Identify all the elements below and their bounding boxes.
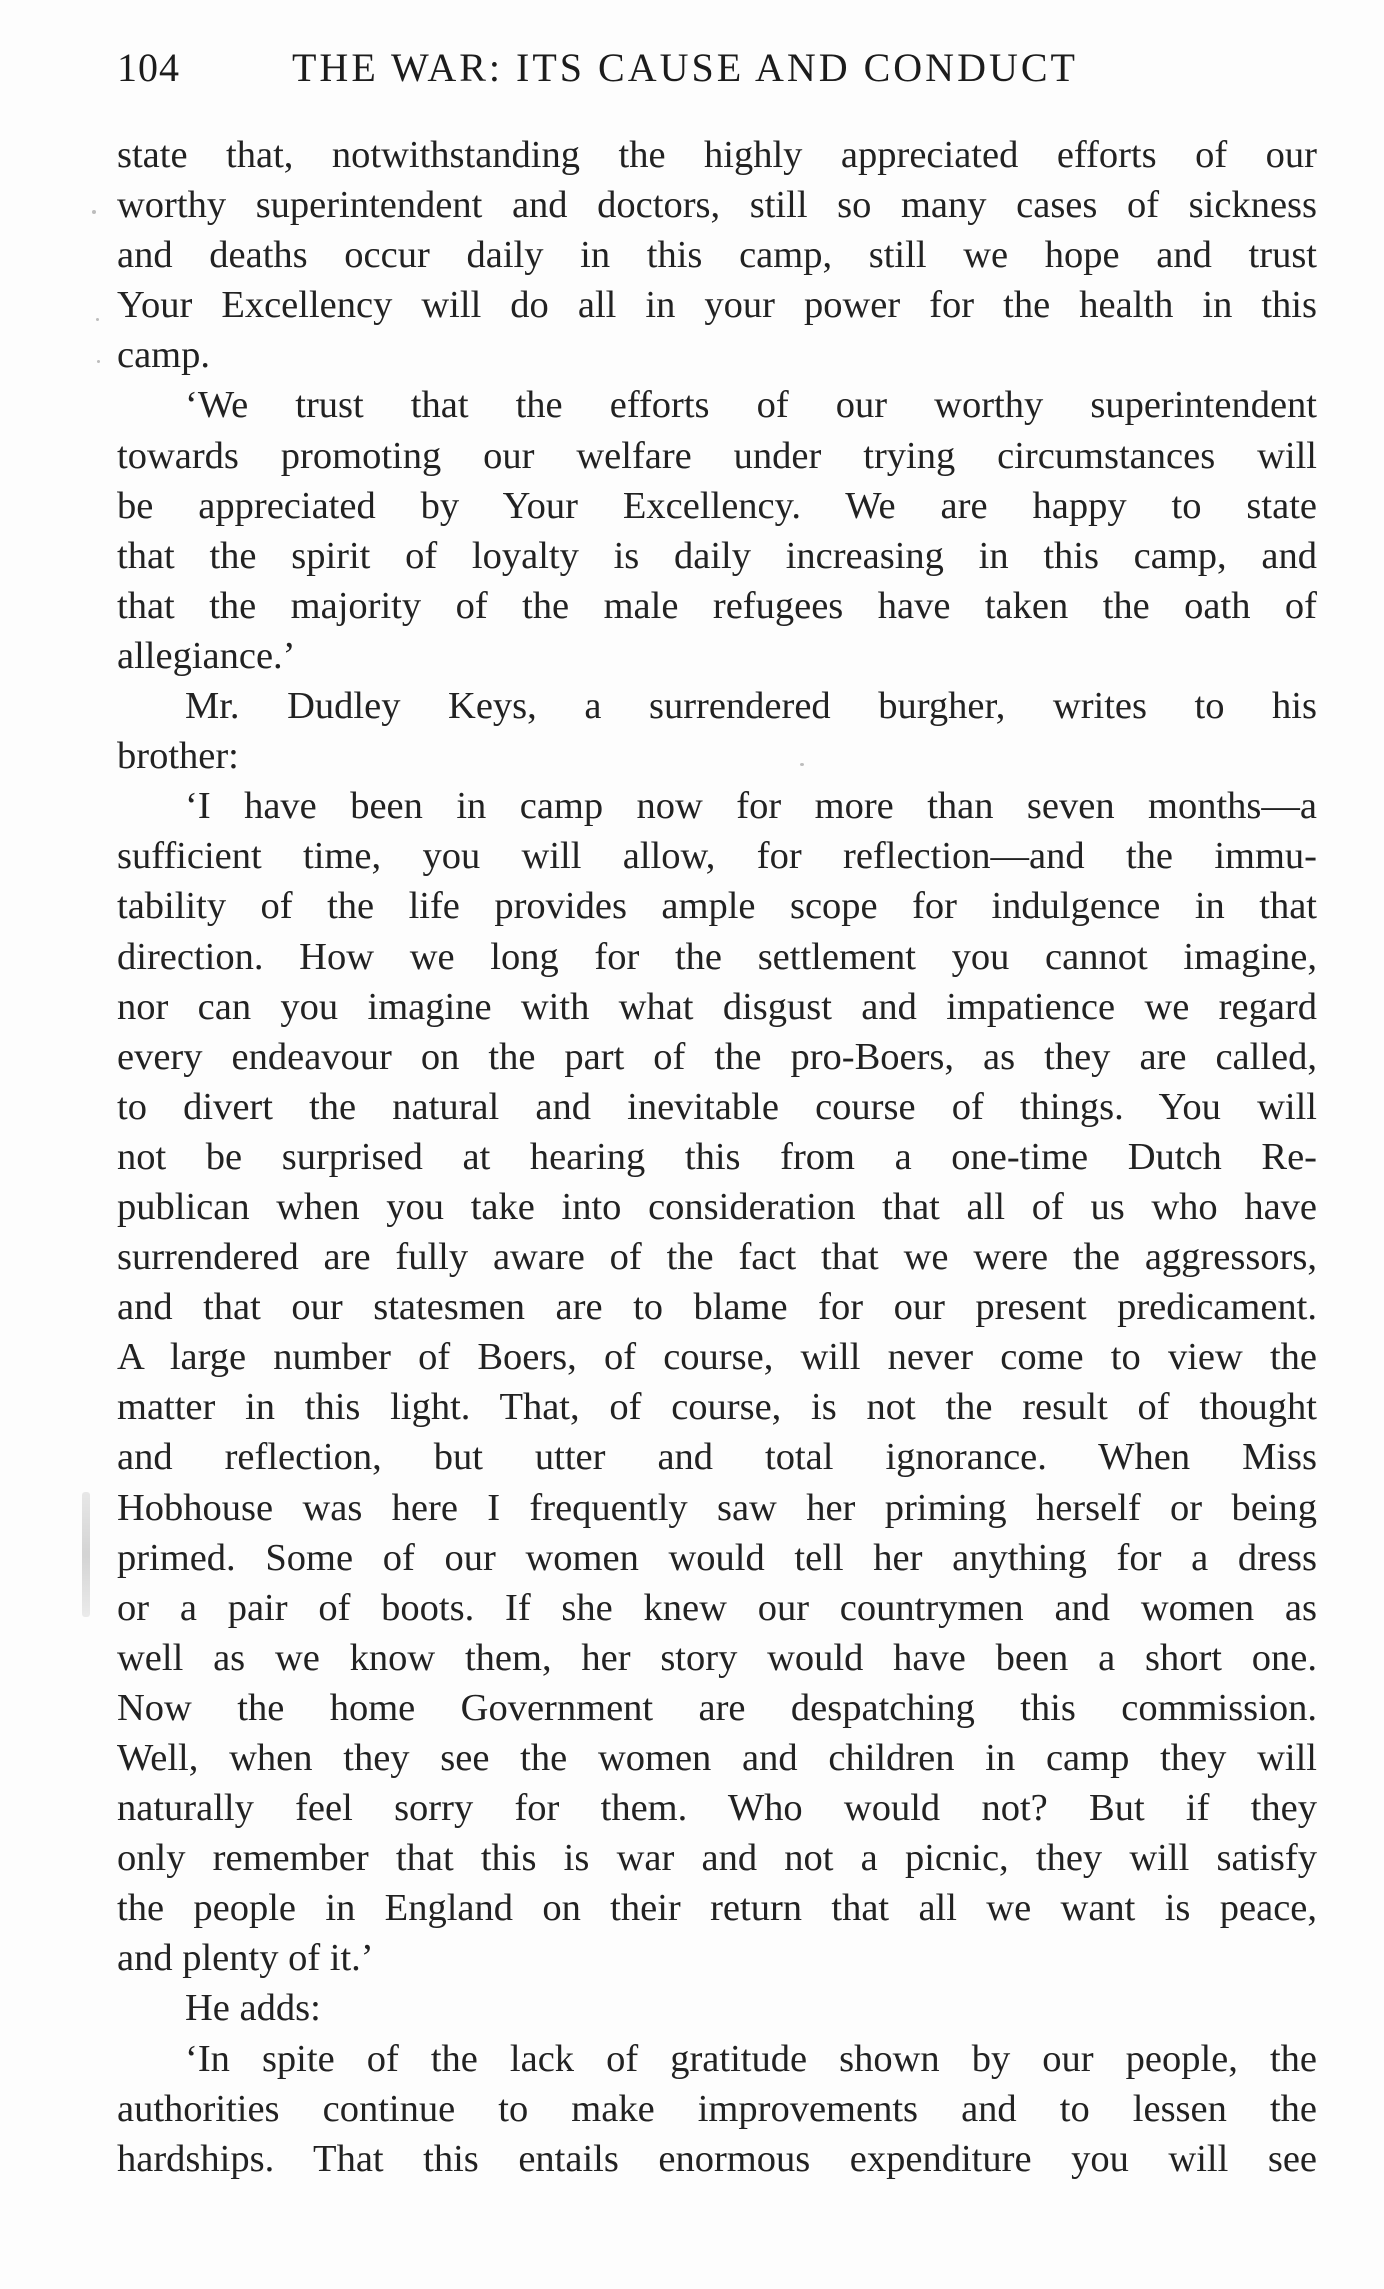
text-line: and reflection, but utter and total ignorance. When Miss — [117, 1436, 1317, 1479]
text-line: state that, notwithstanding the highly appreciated efforts of our — [117, 134, 1317, 176]
page-number: 104 — [117, 45, 180, 90]
text-line: that the majority of the male refugees have taken the oath of — [117, 584, 1317, 627]
paper-speck — [92, 210, 96, 214]
text-line: Mr. Dudley Keys, a surrendered burgher, writes to his — [185, 685, 1317, 728]
text-line: towards promoting our welfare under trying circumstances will — [117, 434, 1317, 477]
text-line: He adds: — [185, 1987, 321, 2030]
text-line: surrendered are fully aware of the fact that we were the aggressors, — [117, 1236, 1317, 1279]
text-line: or a pair of boots. If she knew our countrymen and women as — [117, 1586, 1317, 1629]
text-line: naturally feel sorry for them. Who would not? But if they — [117, 1787, 1317, 1830]
text-line: camp. — [117, 334, 210, 377]
text-line: publican when you take into consideration that all of us who have — [117, 1185, 1317, 1228]
text-line: only remember that this is war and not a picnic, they will satisfy — [117, 1837, 1317, 1880]
text-line: and plenty of it.’ — [117, 1937, 374, 1980]
text-line: hardships. That this entails enormous expenditure you will see — [117, 2137, 1317, 2180]
text-line: brother: — [117, 735, 239, 778]
text-line: ‘We trust that the efforts of our worthy superintendent — [185, 384, 1317, 427]
text-line: authorities continue to make improvements and to lessen the — [117, 2087, 1317, 2130]
text-line: worthy superintendent and doctors, still so many cases of sickness — [117, 184, 1317, 227]
text-line: nor can you imagine with what disgust and impatience we regard — [117, 985, 1317, 1028]
text-line: direction. How we long for the settlement you cannot imagine, — [117, 935, 1317, 978]
text-line: that the spirit of loyalty is daily increasing in this camp, and — [117, 534, 1317, 577]
running-title: THE WAR: ITS CAUSE AND CONDUCT — [292, 45, 1078, 90]
text-line: not be surprised at hearing this from a one-time Dutch Re- — [117, 1135, 1317, 1178]
text-line: A large number of Boers, of course, will never come to view the — [117, 1336, 1317, 1379]
text-line: matter in this light. That, of course, is not the result of thought — [117, 1386, 1317, 1429]
text-line: and deaths occur daily in this camp, still we hope and trust — [117, 234, 1317, 277]
text-line: allegiance.’ — [117, 634, 296, 677]
paper-speck — [97, 360, 100, 363]
text-line: tability of the life provides ample scope for indulgence in that — [117, 885, 1317, 928]
page-header — [117, 44, 1317, 104]
body-text — [117, 130, 1317, 2184]
text-line: the people in England on their return that all we want is peace, — [117, 1887, 1317, 1930]
text-line: to divert the natural and inevitable course of things. You will — [117, 1085, 1317, 1128]
text-line: primed. Some of our women would tell her anything for a dress — [117, 1536, 1317, 1579]
text-line: Well, when they see the women and children in camp they will — [117, 1737, 1317, 1779]
text-line: ‘In spite of the lack of gratitude shown by our people, the — [185, 2037, 1317, 2080]
text-line: Your Excellency will do all in your power for the health in this — [117, 284, 1317, 327]
text-line: Now the home Government are despatching this commission. — [117, 1686, 1317, 1729]
text-line: be appreciated by Your Excellency. We are happy to state — [117, 484, 1317, 527]
text-line: well as we know them, her story would have been a short one. — [117, 1636, 1317, 1679]
text-line: sufficient time, you will allow, for reflection—and the immu- — [117, 835, 1317, 878]
text-line: and that our statesmen are to blame for our present predicament. — [117, 1286, 1317, 1329]
paper-speck — [96, 318, 99, 321]
margin-binding-mark — [82, 1492, 90, 1617]
text-line: ‘I have been in camp now for more than seven months—a — [185, 785, 1317, 828]
text-line: every endeavour on the part of the pro-Boers, as they are called, — [117, 1035, 1317, 1078]
text-line: Hobhouse was here I frequently saw her priming herself or being — [117, 1486, 1317, 1529]
